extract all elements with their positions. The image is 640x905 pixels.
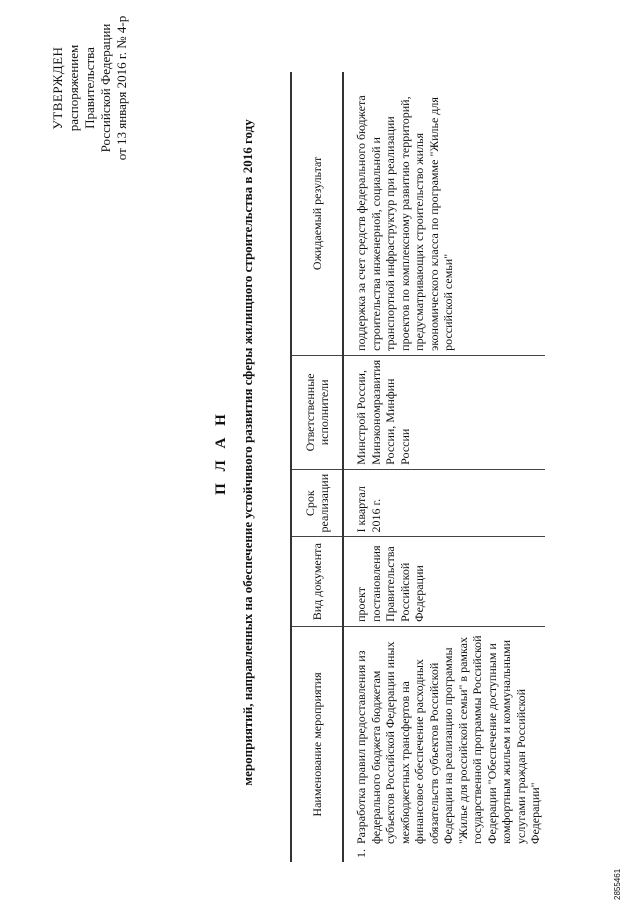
cell-term: I квартал 2016 г. bbox=[343, 469, 545, 537]
header-result: Ожидаемый результат bbox=[291, 72, 343, 355]
cell-result: поддержка за счет средств федерального бюджета строительства инженерной, социальной и транспортной инфраструктур при реализации проектов по комплексному развитию территорий, предусматривающих строительство жилья экономического класса по программе "Жилье для российской семьи" bbox=[343, 72, 545, 355]
document-code: 2855461 bbox=[613, 868, 622, 900]
row-number: 1. bbox=[354, 849, 368, 858]
table-header-row bbox=[291, 72, 343, 862]
approval-line-2: Российской Федерации bbox=[98, 23, 113, 153]
row-name-text: Разработка правил предоставления из федерального бюджета бюджетам субъектов Российской Федерации иных межбюджетных трансфертов на финансовое обеспечение расходных обязательств субъектов Российской Федерации на реализацию программы "Жилье для российской семьи" в рамках государственной программы Российской Федерации "Обеспечение доступным и комфортным жильем и коммунальными услугами граждан Российской Федерации" bbox=[354, 635, 542, 844]
approval-block bbox=[50, 3, 130, 173]
plan-table bbox=[290, 72, 545, 862]
cell-exec: Минстрой России, Минэкономразвития России, Минфин России bbox=[343, 355, 545, 469]
plan-subtitle: мероприятий, направленных на обеспечение устойчивого развития сферы жилищного строительства в 2016 году bbox=[240, 119, 255, 786]
header-name: Наименование мероприятия bbox=[291, 626, 343, 862]
header-exec: Ответственные исполнители bbox=[291, 355, 343, 469]
approval-title: УТВЕРЖДЕН bbox=[50, 46, 65, 130]
cell-doc: проект постановления Правительства Российской Федерации bbox=[343, 537, 545, 626]
header-doc: Вид документа bbox=[291, 537, 343, 626]
approval-line-1: распоряжением Правительства bbox=[66, 44, 97, 132]
plan-title: П Л А Н bbox=[213, 410, 229, 495]
table-row bbox=[343, 72, 545, 862]
approval-line-3: от 13 января 2016 г. № 4-р bbox=[114, 15, 129, 161]
cell-name bbox=[343, 626, 545, 862]
header-term: Срок реализации bbox=[291, 469, 343, 537]
